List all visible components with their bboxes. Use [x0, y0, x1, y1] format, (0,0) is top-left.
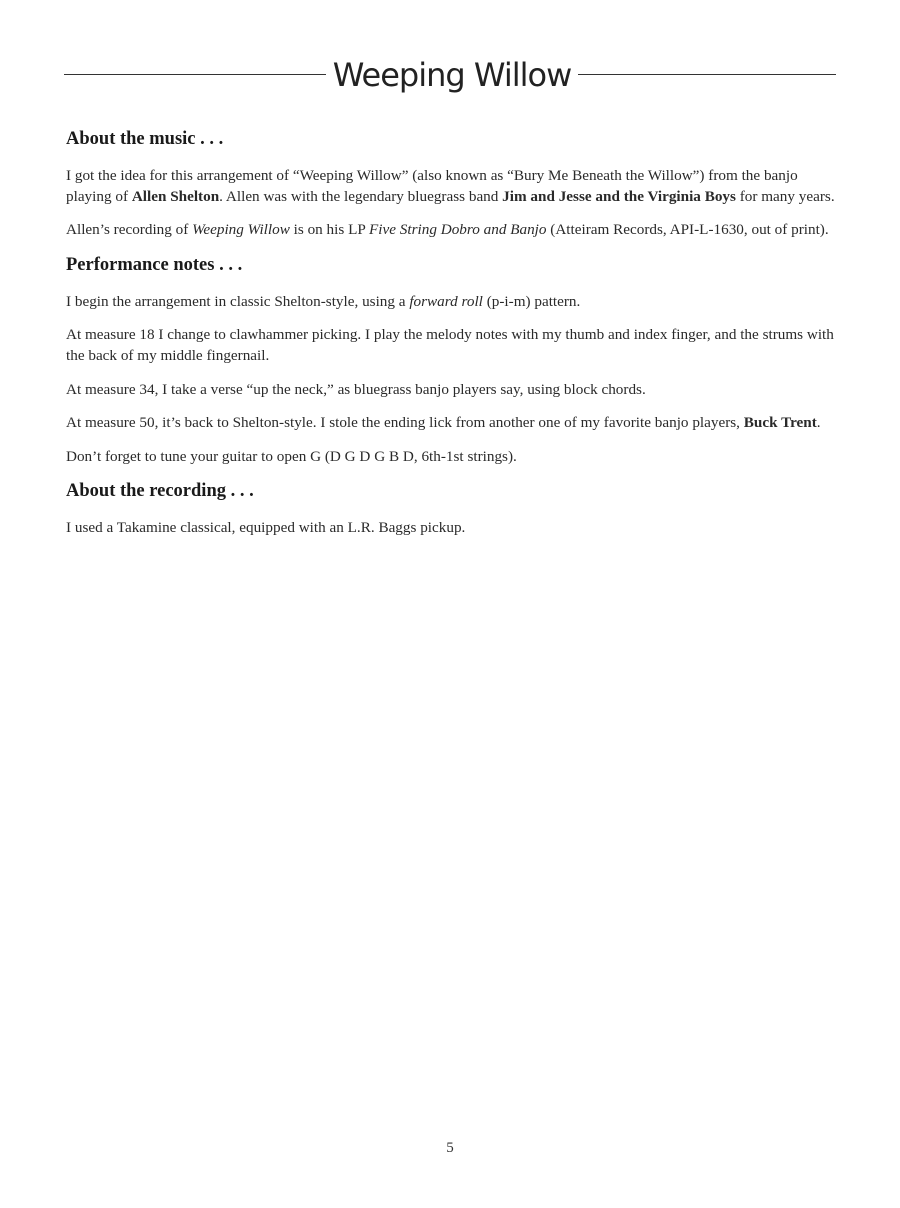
text-span: (p-i-m) pattern.	[482, 292, 581, 310]
text-span: .	[816, 414, 821, 432]
technique-name: forward roll	[409, 292, 483, 310]
text-span: is on his LP	[289, 221, 370, 239]
title-rule-right	[578, 74, 836, 75]
paragraph-arrangement-origin	[66, 166, 836, 207]
section-about-music	[66, 128, 836, 241]
artist-name-buck-trent: Buck Trent	[743, 414, 817, 432]
heading-about-music: About the music . . .	[66, 129, 224, 149]
text-span: I got the idea for this arrangement of “Weeping Willow” (also known as “Bury Me Beneath the Willow”) from the banjo playing of	[66, 167, 798, 205]
section-about-recording	[66, 480, 836, 539]
section-performance-notes	[66, 254, 836, 468]
title-banner	[64, 52, 836, 100]
text-span: for many years.	[735, 187, 835, 205]
paragraph-forward-roll	[66, 292, 836, 313]
song-title: Weeping Willow	[192, 221, 290, 239]
band-name: Jim and Jesse and the Virginia Boys	[502, 187, 736, 205]
paragraph-measure-18: At measure 18 I change to clawhammer picking. I play the melody notes with my thumb and index finger, and the strums with the back of my middle fingernail.	[66, 326, 834, 364]
text-span: . Allen was with the legendary bluegrass band	[219, 187, 503, 205]
title-rule-left	[64, 74, 326, 75]
text-span: (Atteiram Records, API-L-1630, out of print).	[546, 221, 829, 239]
artist-name-allen-shelton: Allen Shelton	[131, 187, 220, 205]
heading-performance-notes: Performance notes . . .	[66, 254, 243, 275]
paragraph-measure-34: At measure 34, I take a verse “up the neck,” as bluegrass banjo players say, using block chords.	[66, 380, 646, 398]
text-span: I begin the arrangement in classic Shelton-style, using a	[66, 292, 410, 310]
text-span: At measure 50, it’s back to Shelton-style. I stole the ending lick from another one of my favorite banjo players,	[66, 414, 744, 432]
page-number: 5	[446, 1140, 454, 1156]
album-title: Five String Dobro and Banjo	[369, 221, 547, 239]
page-title: Weeping Willow	[332, 56, 572, 94]
article-body	[66, 128, 836, 552]
text-span: Allen’s recording of	[66, 221, 193, 239]
paragraph-measure-50	[66, 413, 836, 434]
heading-about-recording: About the recording . . .	[66, 481, 254, 502]
paragraph-equipment: I used a Takamine classical, equipped with an L.R. Baggs pickup.	[66, 519, 466, 537]
paragraph-tuning: Don’t forget to tune your guitar to open G (D G D G B D, 6th-1st strings).	[66, 447, 517, 465]
paragraph-recording-source	[66, 220, 836, 241]
